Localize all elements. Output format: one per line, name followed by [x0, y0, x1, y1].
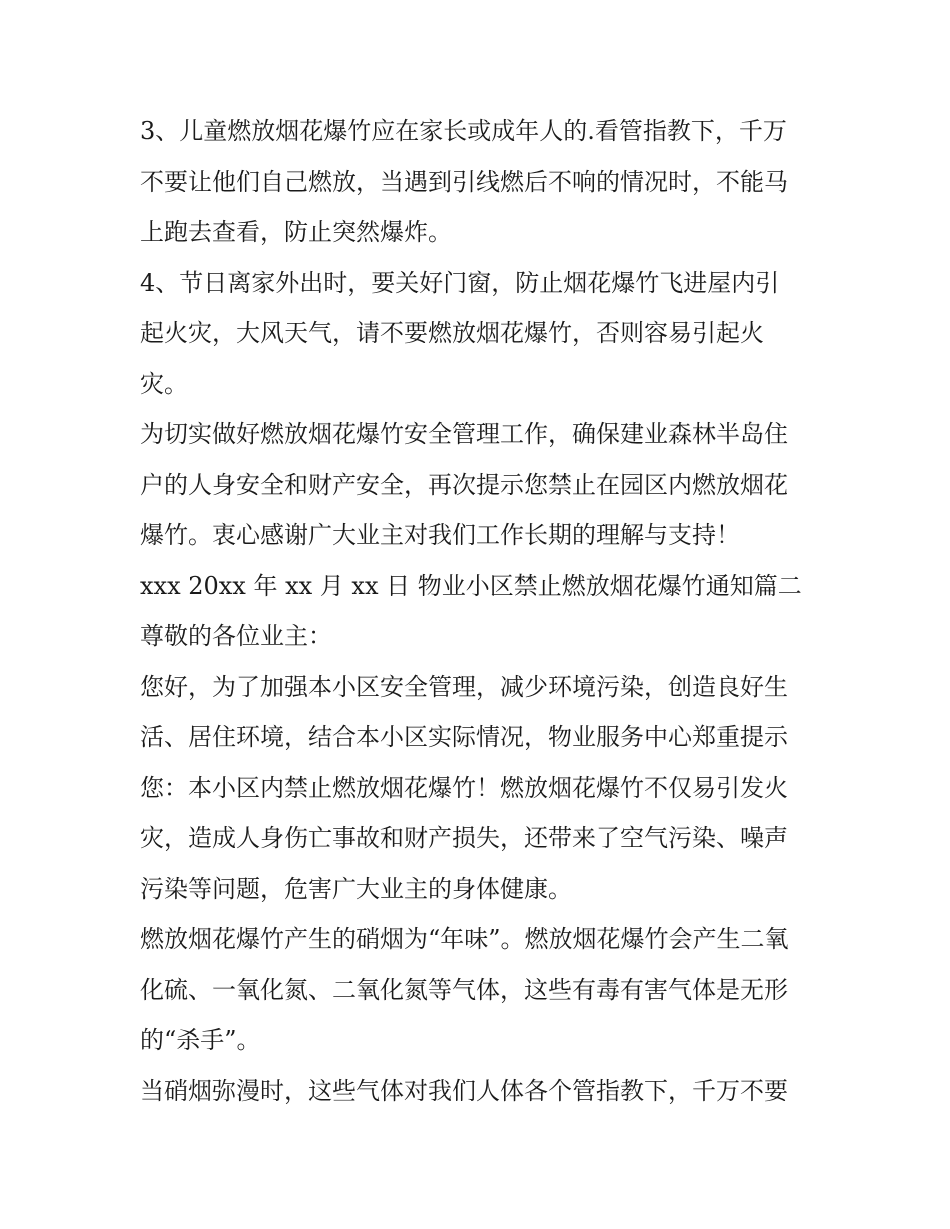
- text-line: 当硝烟弥漫时，这些气体对我们人体各个管指教下，千万不要: [140, 1076, 788, 1105]
- text-line: 化硫、一氧化氮、二氧化氮等气体，这些有毒有害气体是无形: [140, 975, 788, 1004]
- text-line: xxx 20xx 年 xx 月 xx 日 物业小区禁止燃放烟花爆竹通知篇二: [140, 571, 802, 600]
- text-line: 爆竹。衷心感谢广大业主对我们工作长期的理解与支持！: [140, 521, 740, 549]
- text-line: 污染等问题，危害广大业主的身体健康。: [140, 874, 572, 903]
- text-line: 起火灾，大风天气，请不要燃放烟花爆竹，否则容易引起火: [140, 319, 764, 347]
- text-line: 为切实做好燃放烟花爆竹安全管理工作，确保建业森林半岛住: [140, 420, 788, 448]
- text-line: 户的人身安全和财产安全，再次提示您禁止在园区内燃放烟花: [140, 470, 788, 499]
- text-line: 的“杀手”。: [140, 1026, 261, 1054]
- text-line: 3、儿童燃放烟花爆竹应在家长或成年人的.看管指教下，千万: [140, 117, 787, 145]
- text-line: 4、节日离家外出时，要关好门窗，防止烟花爆竹飞进屋内引: [140, 268, 780, 297]
- text-line: 活、居住环境，结合本小区实际情况，物业服务中心郑重提示: [140, 723, 788, 751]
- text-line: 不要让他们自己燃放，当遇到引线燃后不响的情况时，不能马: [140, 167, 788, 196]
- text-line: 燃放烟花爆竹产生的硝烟为“年味”。燃放烟花爆竹会产生二氧: [140, 925, 789, 953]
- text-line: 尊敬的各位业主：: [140, 622, 332, 650]
- text-line: 灾，造成人身伤亡事故和财产损失，还带来了空气污染、噪声: [140, 824, 788, 852]
- text-line: 灾。: [140, 369, 188, 398]
- text-line: 您好，为了加强本小区安全管理，减少环境污染，创造良好生: [140, 672, 788, 701]
- text-line: 上跑去查看，防止突然爆炸。: [140, 218, 452, 246]
- text-line: 您：本小区内禁止燃放烟花爆竹！燃放烟花爆竹不仅易引发火: [140, 773, 788, 802]
- document-body: [140, 106, 820, 1116]
